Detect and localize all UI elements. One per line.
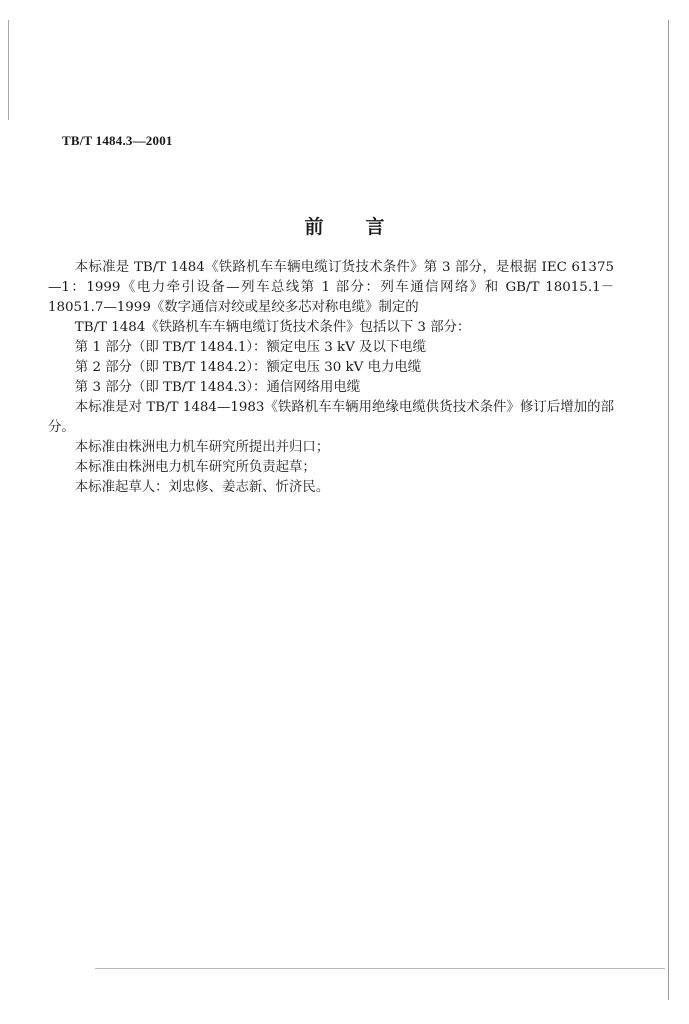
paragraph-part-1: 第 1 部分（即 TB/T 1484.1）：额定电压 3 kV 及以下电缆	[74, 340, 427, 355]
paragraph-drafting-unit: 本标准由株洲电力机车研究所负责起草；	[74, 460, 316, 475]
paragraph-revision: 本标准是对 TB/T 1484—1983《铁路机车车辆用绝缘电缆供货技术条件》修订后增加的部分。	[48, 400, 614, 435]
paragraph-basis: 本标准是 TB/T 1484《铁路机车车辆电缆订货技术条件》第 3 部分，是根据 IEC 61375—1：1999《电力牵引设备—列车总线第 1 部分：列车通信网络》和 GB/T 18015.1－18051.7—1999《数字通信对绞或星绞多芯对称电缆》制定的	[48, 260, 614, 315]
paragraph-drafters: 本标准起草人：刘忠修、姜志新、忻济民。	[74, 480, 330, 495]
foreword-body	[48, 258, 614, 498]
scan-edge-left	[8, 20, 9, 120]
document-code: TB/T 1484.3—2001	[62, 133, 173, 148]
paragraph-part-2: 第 2 部分（即 TB/T 1484.2）：额定电压 30 kV 电力电缆	[74, 360, 422, 375]
paragraph-parts-intro: TB/T 1484《铁路机车车辆电缆订货技术条件》包括以下 3 部分：	[74, 320, 471, 335]
scan-edge-right	[668, 20, 669, 1000]
paragraph-proposer: 本标准由株洲电力机车研究所提出并归口；	[74, 440, 330, 455]
page-title: 前言	[304, 216, 427, 238]
scan-edge-bottom	[95, 968, 665, 969]
paragraph-part-3: 第 3 部分（即 TB/T 1484.3）：通信网络用电缆	[74, 380, 361, 395]
